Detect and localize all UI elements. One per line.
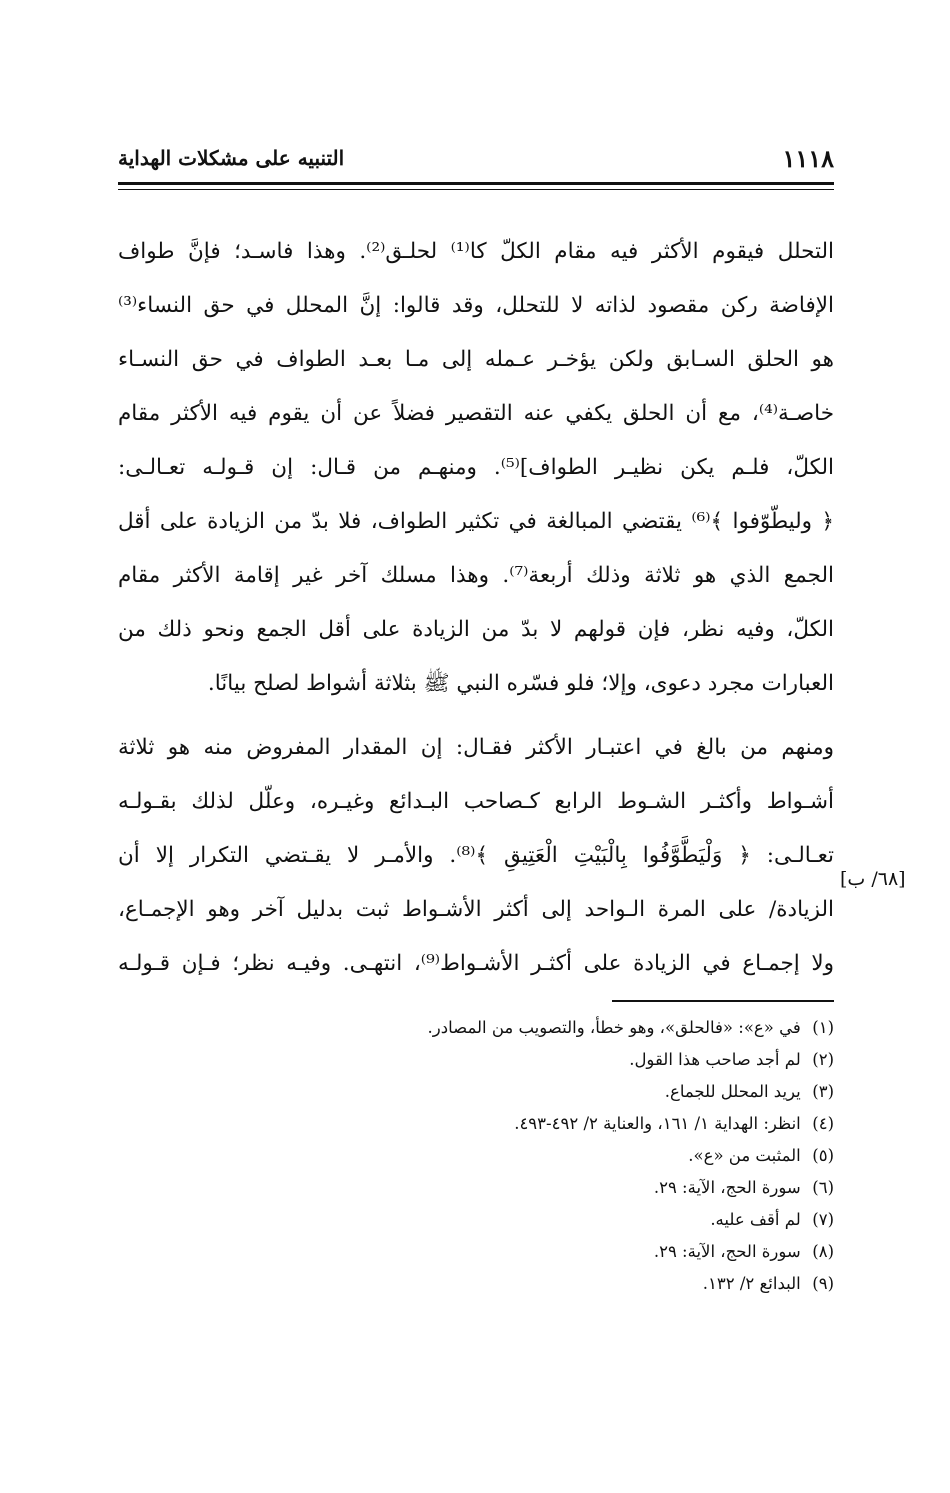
footnote-number: (٥)	[812, 1146, 834, 1165]
text-line: التحلل فيقوم الأكثر فيه مقام الكلّ كا⁽¹⁾ لحلـق⁽²⁾. وهذا فاسـد؛ فإنَّ طواف	[118, 239, 834, 264]
footnote	[300, 1108, 834, 1140]
footnote-text: سورة الحج، الآية: ٢٩.	[653, 1178, 801, 1197]
footnote	[300, 1140, 834, 1172]
footnote-text: سورة الحج، الآية: ٢٩.	[653, 1242, 801, 1261]
footnote-text: المثبت من «ع».	[688, 1146, 801, 1165]
page-header	[118, 140, 834, 184]
footnote-number: (٦)	[812, 1178, 834, 1197]
footnote-separator	[612, 1000, 834, 1002]
text-line: العبارات مجرد دعوى، وإلا؛ فلو فسّره النبي ﷺ بثلاثة أشواط لصلح بيانًا.	[207, 671, 834, 696]
header-rule-thick	[118, 182, 834, 185]
footnote-text: لم أجد صاحب هذا القول.	[629, 1050, 801, 1069]
text-line: ﴿ وليطّوّفوا ﴾⁽⁶⁾ يقتضي المبالغة في تكثير الطواف، فلا بدّ من الزيادة على أقل	[118, 509, 834, 534]
text-line: أشـواط وأكثـر الشـوط الرابع كـصاحب البـدائع وغيـره، وعلّل لذلك بقـولـه	[118, 789, 834, 814]
footnote	[300, 1076, 834, 1108]
footnote	[300, 1172, 834, 1204]
text-line: الزيادة/ على المرة الـواحد إلى أكثر الأشـواط ثبت بدليل آخر وهو الإجمـاع،	[118, 897, 834, 922]
header-rule-thin	[118, 189, 834, 190]
footnote-text: لم أقف عليه.	[710, 1210, 801, 1229]
footnote-number: (٤)	[812, 1114, 834, 1133]
footnote-text: يريد المحلل للجماع.	[664, 1082, 801, 1101]
footnote	[300, 1044, 834, 1076]
footnote-number: (٩)	[812, 1274, 834, 1293]
footnote	[300, 1012, 834, 1044]
footnote-text: انظر: الهداية ١/ ١٦١، والعناية ٢/ ٤٩٢-٤٩٣.	[514, 1114, 801, 1133]
text-line: هو الحلق السـابق ولكن يؤخـر عـمله إلى مـا بعـد الطواف في حق النسـاء	[118, 347, 834, 372]
text-line: ولا إجمـاع في الزيادة على أكثـر الأشـواط⁽⁹⁾، انتهـى. وفيـه نظر؛ فـإن قـولـه	[118, 951, 834, 976]
running-title: التنبيه على مشكلات الهداية	[118, 146, 345, 170]
footnote-number: (٧)	[812, 1210, 834, 1229]
text-line: خاصـة⁽⁴⁾، مع أن الحلق يكفي عنه التقصير فضلاً عن أن يقوم فيه الأكثر مقام	[118, 401, 834, 426]
text-line: الجمع الذي هو ثلاثة وذلك أربعة⁽⁷⁾. وهذا مسلك آخر غير إقامة الأكثر مقام	[118, 563, 834, 588]
footnote-number: (١)	[812, 1018, 834, 1037]
page-number: ١١١٨	[782, 144, 834, 173]
footnote-number: (٣)	[812, 1082, 834, 1101]
footnote	[300, 1268, 834, 1300]
text-line: ومنهم من بالغ في اعتبـار الأكثر فقـال: إن المقدار المفروض منه هو ثلاثة	[118, 735, 834, 760]
footnote-number: (٢)	[812, 1050, 834, 1069]
footnotes	[300, 1012, 834, 1300]
main-text	[118, 225, 834, 991]
footnote-text: البدائع ٢/ ١٣٢.	[702, 1274, 801, 1293]
text-line: الإفاضة ركن مقصود لذاته لا للتحلل، وقد قالوا: إنَّ المحلل في حق النساء⁽³⁾	[118, 293, 834, 318]
text-line: تعـالـى: ﴿ وَلْيَطَّوَّفُوا بِالْبَيْتِ الْعَتِيقِ ﴾⁽⁸⁾. والأمـر لا يقـتضي التكرار إلا أن	[118, 843, 834, 868]
text-line: الكلّ، وفيه نظر، فإن قولهم لا بدّ من الزيادة على أقل الجمع ونحو ذلك من	[118, 617, 834, 642]
footnote	[300, 1236, 834, 1268]
paragraph-gap	[118, 711, 834, 721]
manuscript-folio-marker: [٦٨/ ب]	[840, 868, 906, 890]
footnote-number: (٨)	[812, 1242, 834, 1261]
footnote	[300, 1204, 834, 1236]
footnote-text: في «ع»: «فالحلق»، وهو خطأ، والتصويب من المصادر.	[427, 1018, 801, 1037]
text-line: الكلّ، فلـم يكن نظيـر الطواف]⁽⁵⁾. ومنهـم من قـال: إن قـولـه تعـالـى:	[118, 455, 834, 480]
